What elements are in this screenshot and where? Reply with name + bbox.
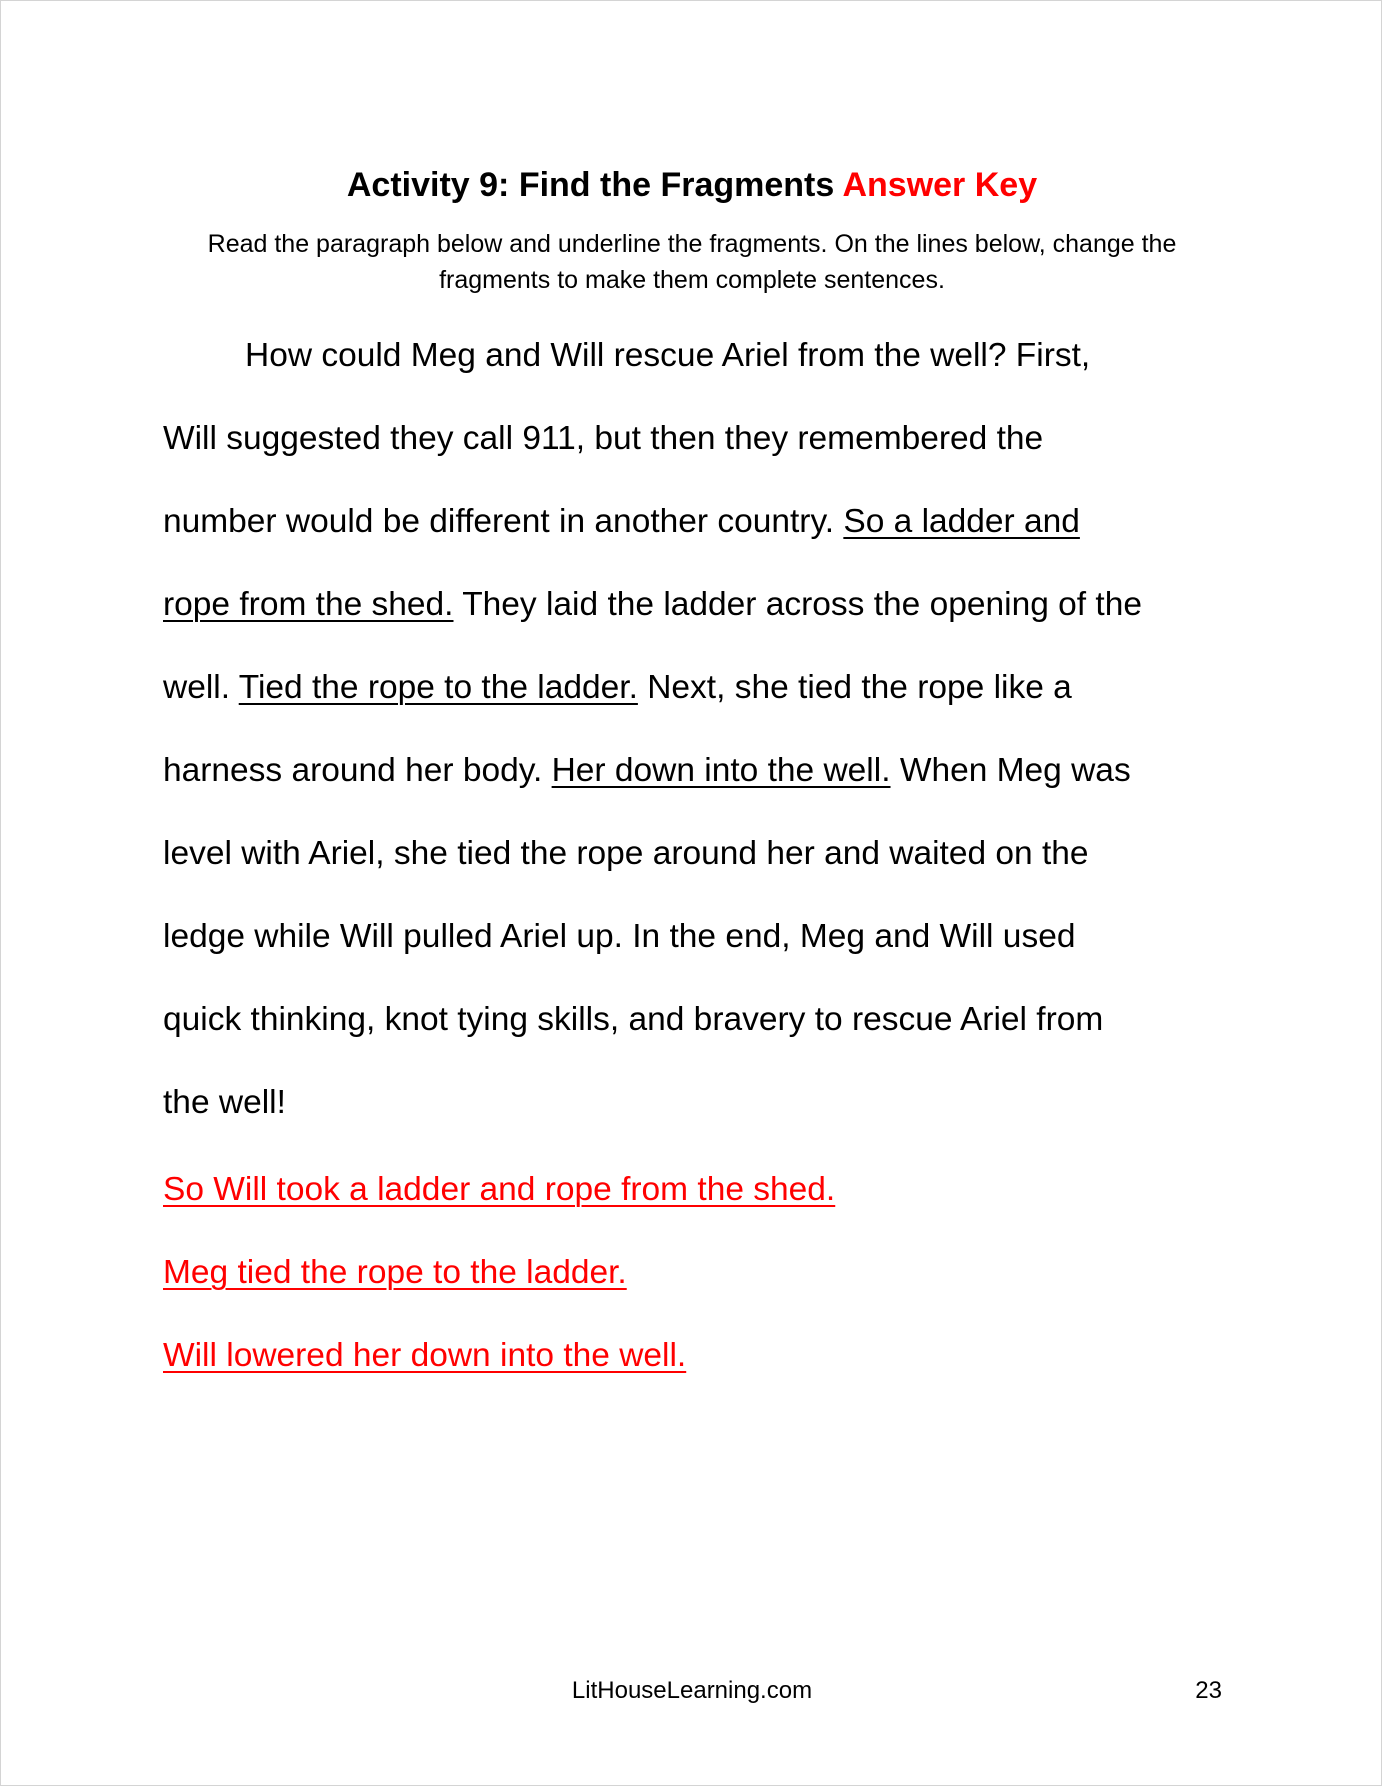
sentence-text: harness around her body. bbox=[163, 752, 552, 789]
paragraph-line-8: ledge while Will pulled Ariel up. In the end, Meg and Will used bbox=[163, 918, 1076, 955]
page-title bbox=[0, 163, 1384, 207]
paragraph-line-3 bbox=[163, 480, 1243, 563]
paragraph-line-2: Will suggested they call 911, but then they remembered the bbox=[163, 420, 1044, 457]
paragraph-line-4 bbox=[163, 563, 1243, 646]
paragraph-line-6 bbox=[163, 729, 1243, 812]
paragraph-line-9: quick thinking, knot tying skills, and bravery to rescue Ariel from bbox=[163, 1001, 1104, 1038]
instructions-line-1: Read the paragraph below and underline the fragments. On the lines below, change the bbox=[207, 230, 1177, 258]
answer-1 bbox=[163, 1148, 1243, 1231]
footer-website: LitHouseLearning.com bbox=[571, 1677, 813, 1704]
sentence-text: They laid the ladder across the opening of the bbox=[453, 586, 1142, 623]
story-paragraph bbox=[163, 314, 1243, 1144]
instructions-line-2: fragments to make them complete sentences. bbox=[439, 266, 945, 294]
answer-3 bbox=[163, 1314, 1243, 1397]
sentence-text: Next, she tied the rope like a bbox=[637, 669, 1072, 706]
answer-text: Will lowered her down into the well. bbox=[163, 1337, 687, 1374]
instructions bbox=[150, 226, 1234, 298]
answer-text: Meg tied the rope to the ladder. bbox=[163, 1254, 627, 1291]
title-main: Activity 9: Find the Fragments bbox=[346, 166, 835, 204]
sentence-text: When Meg was bbox=[890, 752, 1131, 789]
answer-list bbox=[163, 1148, 1243, 1397]
answer-text: So Will took a ladder and rope from the shed. bbox=[163, 1171, 836, 1208]
paragraph-line-5 bbox=[163, 646, 1243, 729]
underlined-fragment-3: Her down into the well. bbox=[551, 752, 891, 789]
answer-2 bbox=[163, 1231, 1243, 1314]
underlined-fragment-1a: So a ladder and bbox=[843, 503, 1080, 540]
page-number: 23 bbox=[1195, 1677, 1222, 1704]
title-answer-key: Answer Key bbox=[842, 166, 1038, 204]
sentence-text: number would be different in another country. bbox=[163, 503, 844, 540]
paragraph-line-1: How could Meg and Will rescue Ariel from the well? First, bbox=[245, 337, 1091, 374]
underlined-fragment-2: Tied the rope to the ladder. bbox=[238, 669, 638, 706]
paragraph-line-7: level with Ariel, she tied the rope around her and waited on the bbox=[163, 835, 1089, 872]
paragraph-line-10: the well! bbox=[163, 1084, 286, 1121]
sentence-text: well. bbox=[163, 669, 239, 706]
underlined-fragment-1b: rope from the shed. bbox=[163, 586, 454, 623]
